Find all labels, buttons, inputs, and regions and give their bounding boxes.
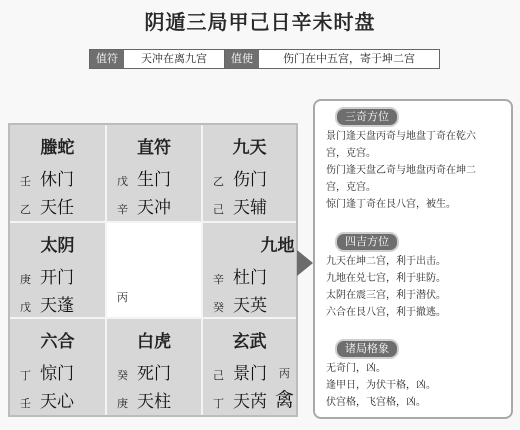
siji-heading: 四吉方位	[335, 232, 399, 252]
pointer-arrow-icon	[297, 250, 313, 276]
grid-divider	[10, 221, 296, 223]
earth-stem: 戊	[20, 301, 31, 314]
analysis-panel	[313, 99, 513, 419]
qimen-chart-grid	[8, 123, 298, 417]
deity-label: 直符	[137, 138, 171, 158]
geju-text	[326, 360, 506, 411]
extra-stem: 丙	[279, 367, 290, 380]
extra-star: 禽	[275, 389, 295, 411]
grid-divider	[105, 125, 107, 415]
deity-label: 九地	[260, 236, 295, 256]
text-line: 宫，克宫。	[326, 148, 376, 159]
deity-label: 太阴	[40, 236, 75, 256]
text-line: 六合在艮八宫，利于撤逃。	[326, 307, 446, 318]
text-line: 九天在坤二宫，利于出击。	[326, 256, 446, 267]
text-line: 惊门逢丁奇在艮八宫，被生。	[326, 199, 456, 210]
heaven-stem: 丁	[20, 369, 31, 382]
door-label: 杜门	[233, 268, 267, 288]
text-line: 伤门逢天盘乙奇与地盘丙奇在坤二	[326, 165, 476, 176]
text-line: 伏宫格，飞宫格，凶。	[326, 397, 426, 408]
text-line: 宫，克宫。	[326, 182, 376, 193]
star-label: 天英	[233, 296, 267, 316]
deity-label: 螣蛇	[40, 138, 75, 158]
star-label: 天芮	[233, 392, 267, 412]
text-line: 无奇门，凶。	[326, 363, 386, 374]
heaven-stem: 壬	[20, 175, 31, 188]
palace-top-left	[10, 125, 105, 221]
door-label: 伤门	[233, 170, 267, 190]
heaven-stem: 乙	[213, 175, 224, 188]
center-stem: 丙	[117, 291, 128, 304]
earth-stem: 庚	[117, 397, 128, 410]
door-label: 景门	[233, 364, 267, 384]
door-label: 死门	[137, 364, 171, 384]
deity-label: 白虎	[137, 332, 171, 352]
palace-bottom-left	[10, 319, 105, 415]
palace-bottom-right	[203, 319, 296, 415]
heaven-stem: 癸	[117, 369, 128, 382]
deity-label: 九天	[232, 138, 267, 158]
deity-label: 玄武	[232, 332, 267, 352]
star-label: 天蓬	[40, 296, 74, 316]
palace-top-mid	[107, 125, 201, 221]
sanqi-text	[326, 128, 506, 213]
star-label: 天柱	[137, 392, 171, 412]
text-line: 逢甲日，为伏干格，凶。	[326, 380, 436, 391]
door-label: 休门	[40, 170, 74, 190]
palace-top-right	[203, 125, 296, 221]
zhifu-label: 值符	[90, 50, 124, 68]
info-bar	[89, 49, 440, 69]
text-line: 景门逢天盘丙奇与地盘丁奇在乾六	[326, 131, 476, 142]
earth-stem: 壬	[20, 397, 31, 410]
text-line: 九地在兑七宫，利于驻防。	[326, 273, 446, 284]
deity-label: 六合	[40, 332, 75, 352]
siji-text	[326, 253, 506, 321]
grid-divider	[10, 317, 296, 319]
grid-divider	[201, 125, 203, 415]
zhishi-value: 伤门在中五宫，寄于坤二宫	[259, 50, 439, 68]
door-label: 开门	[40, 268, 74, 288]
door-label: 惊门	[40, 364, 74, 384]
earth-stem: 己	[213, 203, 224, 216]
zhishi-label: 值使	[225, 50, 259, 68]
geju-heading: 诸局格象	[335, 339, 399, 359]
zhifu-value: 天冲在离九宫	[124, 50, 225, 68]
palace-center	[107, 223, 201, 317]
sanqi-heading: 三奇方位	[335, 107, 399, 127]
palace-mid-right	[203, 223, 296, 317]
heaven-stem: 己	[213, 369, 224, 382]
star-label: 天心	[40, 392, 74, 412]
heaven-stem: 庚	[20, 273, 31, 286]
heaven-stem: 辛	[213, 273, 224, 286]
palace-mid-left	[10, 223, 105, 317]
earth-stem: 癸	[213, 301, 224, 314]
door-label: 生门	[137, 170, 171, 190]
star-label: 天冲	[137, 198, 171, 218]
earth-stem: 辛	[117, 203, 128, 216]
star-label: 天辅	[233, 198, 267, 218]
star-label: 天任	[40, 198, 74, 218]
earth-stem: 丁	[213, 397, 224, 410]
earth-stem: 乙	[20, 203, 31, 216]
palace-bottom-mid	[107, 319, 201, 415]
text-line: 太阴在震三宫，利于潜伏。	[326, 290, 446, 301]
page-title: 阴遁三局甲己日辛未时盘	[144, 10, 376, 34]
heaven-stem: 戊	[117, 175, 128, 188]
